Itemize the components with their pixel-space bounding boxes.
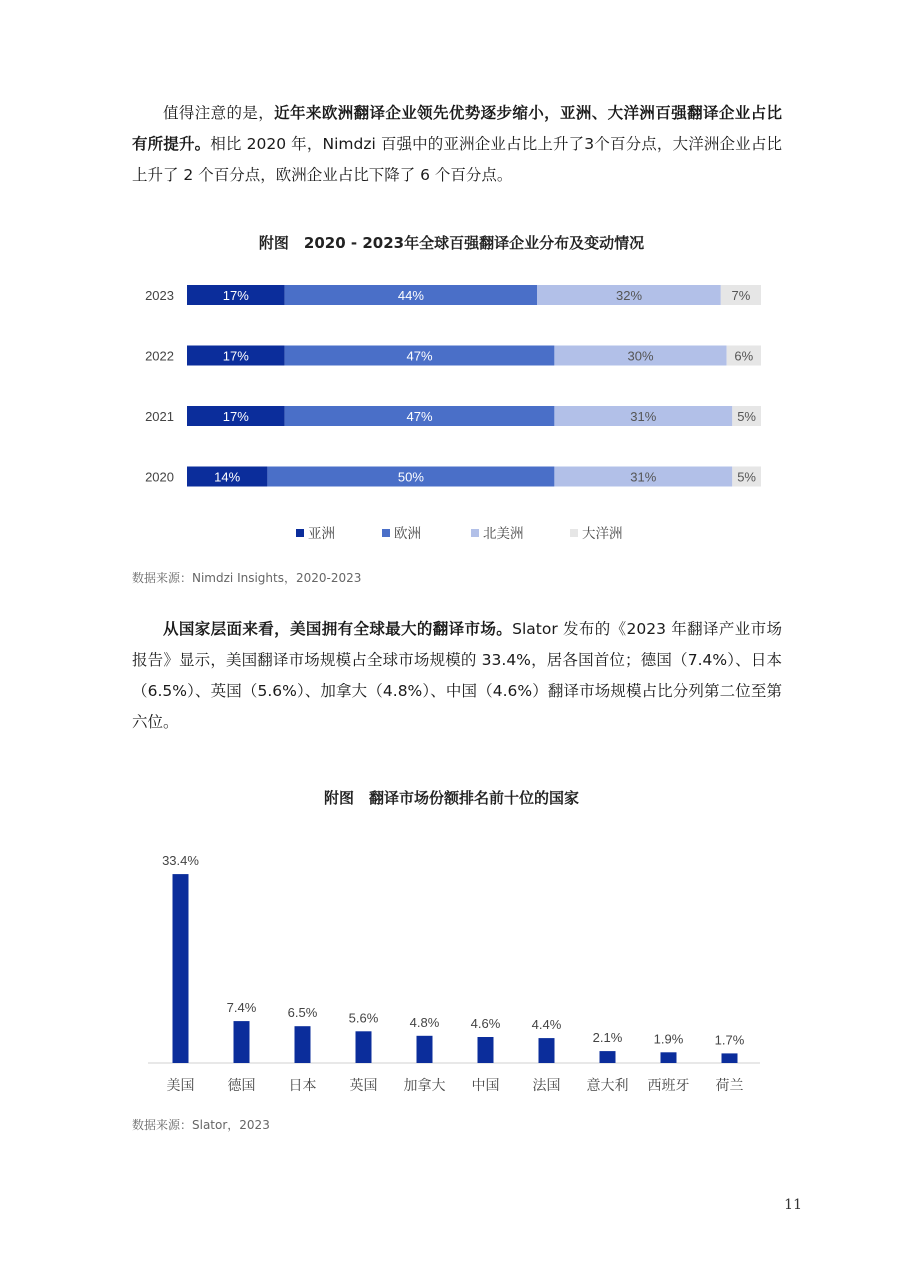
x-axis-label: 意大利: [586, 1078, 629, 1094]
bar: [539, 1038, 555, 1063]
bar: [600, 1051, 616, 1063]
x-axis-label: 美国: [166, 1078, 195, 1094]
bar: [173, 874, 189, 1063]
data-label: 31%: [630, 469, 657, 485]
bar: [234, 1021, 250, 1063]
data-label: 17%: [222, 348, 249, 364]
paragraph-prefix: 值得注意的是，: [163, 104, 275, 122]
x-axis-label: 荷兰: [715, 1078, 744, 1094]
paragraph-rest: Slator 发布的《2023 年翻译产业市场报告》显示，美国翻译市场规模占全球市场规模的 33.4%，居各国首位；德国（7.4%）、日本（6.5%）、英国（5.6%）、加拿大（4.8%）、中国（4.6%）翻译市场规模占比分列第二位至第六位。: [132, 620, 782, 731]
legend-label: 欧洲: [394, 526, 421, 542]
bar: [295, 1026, 311, 1063]
legend-label: 北美洲: [483, 526, 524, 542]
paragraph-bold: 从国家层面来看，美国拥有全球最大的翻译市场。: [163, 620, 513, 638]
data-label: 44%: [397, 288, 424, 303]
x-axis-label: 加拿大: [403, 1078, 446, 1094]
data-label: 47%: [406, 348, 433, 364]
bar: [356, 1031, 372, 1063]
data-label: 17%: [222, 288, 249, 303]
x-axis-label: 西班牙: [647, 1078, 690, 1094]
legend-label: 亚洲: [308, 526, 335, 542]
data-label: 6.5%: [287, 1005, 318, 1021]
data-label: 7.4%: [226, 1000, 257, 1016]
data-label: 6%: [734, 348, 754, 364]
data-label: 2.1%: [592, 1030, 623, 1046]
bar: [661, 1052, 677, 1063]
x-axis-label: 德国: [227, 1078, 256, 1094]
x-axis-label: 中国: [471, 1078, 500, 1094]
y-axis-label: 2020: [145, 469, 174, 485]
data-label: 32%: [615, 288, 643, 303]
data-label: 17%: [222, 409, 249, 424]
data-label: 1.7%: [714, 1032, 745, 1048]
data-label: 47%: [406, 409, 433, 424]
paragraph-rest: 相比 2020 年，Nimdzi 百强中的亚洲企业占比上升了3个百分点，大洋洲企业占比上升了 2 个百分点，欧洲企业占比下降了 6 个百分点。: [132, 135, 782, 184]
y-axis-label: 2023: [145, 288, 174, 303]
data-label: 50%: [397, 469, 424, 485]
x-axis-label: 英国: [349, 1078, 378, 1094]
data-label: 1.9%: [653, 1031, 684, 1047]
data-label: 30%: [627, 348, 654, 364]
page-number: 11: [784, 1197, 802, 1213]
data-label: 4.6%: [470, 1016, 501, 1031]
figure2-title: 附图 翻译市场份额排名前十位的国家: [323, 789, 579, 807]
bar: [417, 1036, 433, 1063]
data-label: 5%: [737, 469, 756, 485]
legend-label: 大洋洲: [582, 526, 623, 542]
data-label: 5%: [737, 409, 756, 424]
paragraph-bold: 近年来欧洲翻译企业领先优势逐步缩小，亚洲、大洋洲百强翻译企业占比有所提升。: [132, 104, 782, 153]
data-label: 4.8%: [409, 1014, 440, 1030]
figure1-title: 附图 2020 - 2023年全球百强翻译企业分布及变动情况: [258, 234, 645, 252]
figure2-source: 数据来源：Slator，2023: [132, 1118, 270, 1132]
bar: [722, 1053, 738, 1063]
data-label: 7%: [731, 288, 751, 303]
x-axis-label: 法国: [532, 1078, 561, 1094]
bar: [478, 1037, 494, 1063]
y-axis-label: 2022: [145, 348, 174, 364]
figure1-source: 数据来源：Nimdzi Insights，2020-2023: [132, 571, 362, 585]
data-label: 33.4%: [162, 853, 199, 869]
data-label: 14%: [214, 469, 241, 485]
data-label: 31%: [630, 409, 657, 424]
data-label: 4.4%: [531, 1017, 562, 1033]
y-axis-label: 2021: [145, 409, 174, 424]
data-label: 5.6%: [348, 1010, 379, 1026]
x-axis-label: 日本: [288, 1078, 317, 1094]
